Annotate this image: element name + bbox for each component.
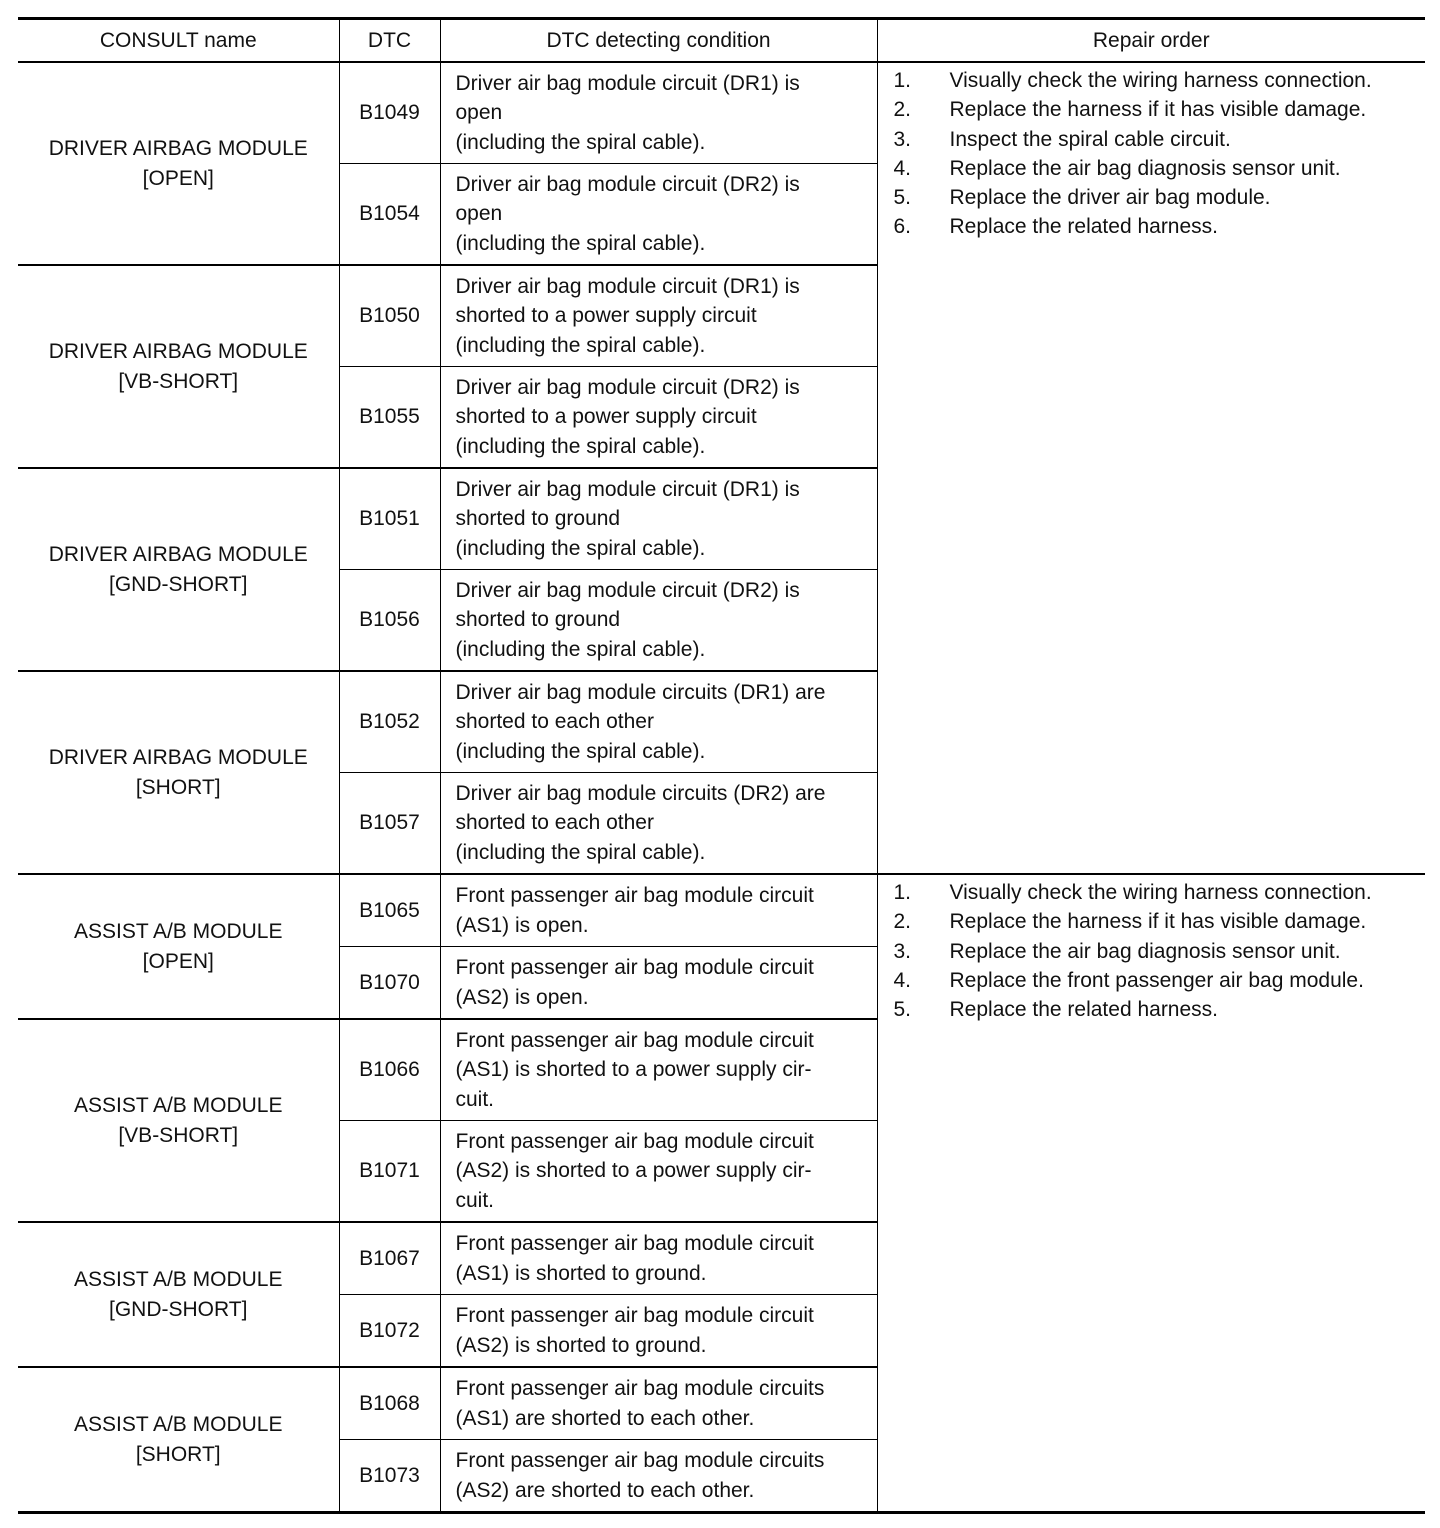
consult-name-line: ASSIST A/B MODULE bbox=[73, 1094, 283, 1118]
repair-step-text: Replace the harness if it has visible damage. bbox=[949, 910, 1367, 934]
repair-step-number: 6. bbox=[893, 215, 912, 239]
consult-name-line: ASSIST A/B MODULE bbox=[73, 1413, 283, 1437]
consult-name-line: ASSIST A/B MODULE bbox=[73, 1268, 283, 1292]
repair-step bbox=[894, 966, 1420, 995]
condition-line: Front passenger air bag module circuits bbox=[455, 1377, 825, 1401]
dtc-code-cell: B1066 bbox=[339, 1019, 440, 1121]
repair-step bbox=[894, 937, 1420, 966]
repair-step-text: Visually check the wiring harness connection. bbox=[949, 69, 1372, 92]
header-condition: DTC detecting condition bbox=[440, 19, 877, 63]
condition-line: (AS2) is shorted to ground. bbox=[455, 1333, 707, 1357]
repair-step bbox=[894, 878, 1420, 907]
repair-step-text: Replace the air bag diagnosis sensor unit. bbox=[949, 156, 1341, 180]
repair-step-number: 4. bbox=[893, 156, 912, 180]
condition-line: (AS2) is shorted to a power supply cir- bbox=[455, 1159, 812, 1183]
condition-cell bbox=[440, 1367, 877, 1440]
condition-line: Driver air bag module circuit (DR1) is bbox=[455, 275, 800, 299]
repair-step-text: Replace the air bag diagnosis sensor unit. bbox=[949, 939, 1341, 963]
condition-cell bbox=[440, 1295, 877, 1368]
condition-line: (including the spiral cable). bbox=[455, 130, 706, 154]
consult-name-line: DRIVER AIRBAG MODULE bbox=[48, 340, 308, 364]
condition-line: shorted to a power supply circuit bbox=[455, 304, 757, 328]
condition-line: Front passenger air bag module circuit bbox=[455, 1029, 814, 1053]
consult-name-line: [VB-SHORT] bbox=[118, 1123, 239, 1147]
repair-step-text: Inspect the spiral cable circuit. bbox=[949, 127, 1231, 151]
repair-step bbox=[894, 66, 1420, 95]
condition-line: (AS1) is shorted to ground. bbox=[455, 1261, 707, 1285]
dtc-code-cell: B1050 bbox=[339, 265, 440, 367]
condition-line: Driver air bag module circuit (DR1) is bbox=[455, 478, 800, 502]
condition-line: Front passenger air bag module circuit bbox=[455, 1304, 814, 1328]
consult-name-line: [GND-SHORT] bbox=[109, 572, 248, 596]
condition-line: shorted to ground bbox=[455, 507, 621, 531]
condition-line: shorted to each other bbox=[455, 811, 654, 835]
dtc-code-cell: B1068 bbox=[339, 1367, 440, 1440]
consult-name-line: DRIVER AIRBAG MODULE bbox=[48, 543, 308, 567]
consult-name-cell bbox=[18, 468, 339, 671]
consult-name-cell bbox=[18, 1222, 339, 1367]
repair-step-number: 4. bbox=[893, 968, 912, 992]
condition-cell bbox=[440, 1440, 877, 1513]
repair-step-text: Replace the driver air bag module. bbox=[949, 186, 1271, 210]
repair-step-number: 5. bbox=[893, 186, 912, 210]
repair-step-number: 1. bbox=[893, 881, 912, 904]
consult-name-line: DRIVER AIRBAG MODULE bbox=[48, 746, 308, 770]
repair-step-number: 5. bbox=[893, 998, 912, 1022]
consult-name-cell bbox=[18, 1367, 339, 1513]
header-row bbox=[18, 19, 1425, 63]
condition-line: shorted to ground bbox=[455, 608, 621, 632]
repair-order-cell bbox=[877, 62, 1425, 874]
condition-line: Driver air bag module circuits (DR1) are bbox=[455, 681, 826, 705]
condition-line: Front passenger air bag module circuits bbox=[455, 1449, 825, 1473]
condition-line: (including the spiral cable). bbox=[455, 434, 706, 458]
condition-line: Front passenger air bag module circuit bbox=[455, 884, 814, 908]
condition-line: shorted to a power supply circuit bbox=[455, 405, 757, 429]
repair-step-text: Replace the harness if it has visible damage. bbox=[949, 98, 1367, 122]
table-row bbox=[18, 874, 1425, 947]
table-row bbox=[18, 62, 1425, 164]
consult-name-line: DRIVER AIRBAG MODULE bbox=[48, 137, 308, 161]
dtc-code-cell: B1051 bbox=[339, 468, 440, 570]
condition-cell bbox=[440, 468, 877, 570]
condition-cell bbox=[440, 1222, 877, 1295]
condition-cell bbox=[440, 671, 877, 773]
condition-line: (including the spiral cable). bbox=[455, 840, 706, 864]
condition-cell bbox=[440, 1121, 877, 1223]
condition-line: (AS1) are shorted to each other. bbox=[455, 1406, 755, 1430]
repair-step bbox=[894, 212, 1420, 241]
consult-name-line: [SHORT] bbox=[135, 775, 221, 799]
condition-line: (including the spiral cable). bbox=[455, 231, 706, 255]
condition-line: cuit. bbox=[455, 1087, 495, 1111]
condition-line: Driver air bag module circuit (DR2) is bbox=[455, 579, 800, 603]
dtc-code-cell: B1070 bbox=[339, 947, 440, 1020]
consult-name-cell bbox=[18, 874, 339, 1019]
condition-line: Driver air bag module circuit (DR2) is bbox=[455, 173, 800, 197]
repair-step bbox=[894, 907, 1420, 936]
condition-cell bbox=[440, 1019, 877, 1121]
condition-line: (AS1) is open. bbox=[455, 913, 589, 937]
repair-step-number: 3. bbox=[893, 939, 912, 963]
dtc-code-cell: B1055 bbox=[339, 367, 440, 469]
condition-line: open bbox=[455, 101, 503, 125]
dtc-code-cell: B1071 bbox=[339, 1121, 440, 1223]
condition-line: (including the spiral cable). bbox=[455, 637, 706, 661]
condition-line: Driver air bag module circuit (DR1) is bbox=[455, 72, 800, 96]
repair-order-cell bbox=[877, 874, 1425, 1513]
repair-step bbox=[894, 154, 1420, 183]
condition-line: (AS2) are shorted to each other. bbox=[455, 1478, 755, 1502]
condition-cell bbox=[440, 874, 877, 947]
repair-step-text: Visually check the wiring harness connection. bbox=[949, 881, 1372, 904]
consult-name-line: [SHORT] bbox=[135, 1442, 221, 1466]
repair-step-number: 1. bbox=[893, 69, 912, 92]
condition-cell bbox=[440, 947, 877, 1020]
repair-step bbox=[894, 125, 1420, 154]
header-repair-order: Repair order bbox=[877, 19, 1425, 63]
condition-cell bbox=[440, 773, 877, 875]
dtc-code-cell: B1049 bbox=[339, 62, 440, 164]
condition-line: Driver air bag module circuit (DR2) is bbox=[455, 376, 800, 400]
repair-step-number: 3. bbox=[893, 127, 912, 151]
condition-line: cuit. bbox=[455, 1188, 495, 1212]
condition-line: (AS1) is shorted to a power supply cir- bbox=[455, 1058, 812, 1082]
condition-line: Driver air bag module circuits (DR2) are bbox=[455, 782, 826, 806]
consult-name-cell bbox=[18, 1019, 339, 1222]
repair-step-text: Replace the related harness. bbox=[949, 998, 1218, 1022]
condition-line: Front passenger air bag module circuit bbox=[455, 1130, 814, 1154]
dtc-code-cell: B1072 bbox=[339, 1295, 440, 1368]
header-consult-name: CONSULT name bbox=[18, 19, 339, 63]
table-body bbox=[18, 62, 1425, 1513]
consult-name-cell bbox=[18, 62, 339, 265]
consult-name-line: [VB-SHORT] bbox=[118, 369, 239, 393]
dtc-code-cell: B1057 bbox=[339, 773, 440, 875]
consult-name-line: [GND-SHORT] bbox=[109, 1297, 248, 1321]
consult-name-line: [OPEN] bbox=[142, 166, 214, 190]
dtc-code-cell: B1054 bbox=[339, 164, 440, 266]
condition-line: (AS2) is open. bbox=[455, 985, 589, 1009]
condition-line: open bbox=[455, 202, 503, 226]
repair-step bbox=[894, 995, 1420, 1024]
consult-name-cell bbox=[18, 265, 339, 468]
condition-line: (including the spiral cable). bbox=[455, 333, 706, 357]
dtc-table bbox=[18, 17, 1425, 1514]
repair-step-text: Replace the front passenger air bag module. bbox=[949, 968, 1364, 992]
header-dtc: DTC bbox=[339, 19, 440, 63]
consult-name-line: [OPEN] bbox=[142, 949, 214, 973]
condition-cell bbox=[440, 367, 877, 469]
dtc-code-cell: B1073 bbox=[339, 1440, 440, 1513]
condition-cell bbox=[440, 265, 877, 367]
repair-step-text: Replace the related harness. bbox=[949, 215, 1218, 239]
dtc-code-cell: B1056 bbox=[339, 570, 440, 672]
repair-step bbox=[894, 183, 1420, 212]
repair-step-number: 2. bbox=[893, 98, 912, 122]
condition-line: Front passenger air bag module circuit bbox=[455, 956, 814, 980]
condition-line: Front passenger air bag module circuit bbox=[455, 1232, 814, 1256]
dtc-code-cell: B1067 bbox=[339, 1222, 440, 1295]
condition-cell bbox=[440, 62, 877, 164]
consult-name-cell bbox=[18, 671, 339, 874]
consult-name-line: ASSIST A/B MODULE bbox=[73, 920, 283, 944]
condition-line: shorted to each other bbox=[455, 710, 654, 734]
condition-line: (including the spiral cable). bbox=[455, 536, 706, 560]
repair-step bbox=[894, 95, 1420, 124]
dtc-code-cell: B1065 bbox=[339, 874, 440, 947]
condition-line: (including the spiral cable). bbox=[455, 739, 706, 763]
repair-step-number: 2. bbox=[893, 910, 912, 934]
dtc-code-cell: B1052 bbox=[339, 671, 440, 773]
condition-cell bbox=[440, 570, 877, 672]
condition-cell bbox=[440, 164, 877, 266]
